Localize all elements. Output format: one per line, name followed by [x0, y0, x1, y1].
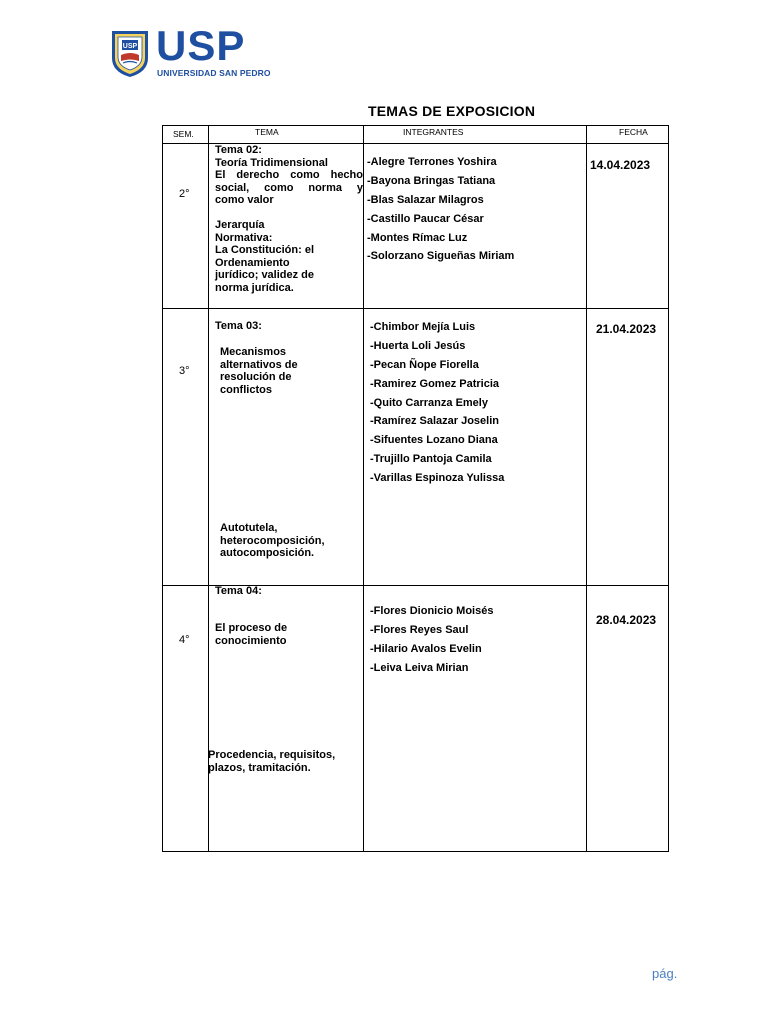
- member-item: -Blas Salazar Milagros: [367, 193, 484, 206]
- document-title: TEMAS DE EXPOSICION: [368, 103, 536, 119]
- topic-word: como: [290, 169, 320, 181]
- svg-text:USP: USP: [122, 43, 138, 50]
- subtopic-line: heterocomposición,: [220, 534, 325, 547]
- subtopic-line: La Constitución: el: [215, 244, 314, 256]
- topic-label: Tema 03:: [215, 320, 262, 332]
- member-item: -Bayona Bringas Tatiana: [367, 174, 496, 187]
- row-sem: 4°: [179, 634, 190, 646]
- university-seal-icon: [108, 28, 152, 78]
- table-border-right: [668, 125, 669, 852]
- subtopic-line: Autotutela,: [220, 522, 278, 534]
- member-item: -Flores Reyes Saul: [370, 623, 469, 636]
- subtopic-line: Jerarquía: [215, 219, 265, 231]
- page-number-label: pág.: [652, 966, 678, 981]
- subtopic-line: autocomposición.: [220, 547, 315, 559]
- row-topic: [215, 622, 287, 647]
- topic-line: resolución de: [220, 371, 292, 383]
- row-topic: [220, 346, 298, 396]
- table-divider-tema: [363, 125, 364, 852]
- member-item: -Pecan Ñope Fiorella: [370, 358, 479, 371]
- topic-word: norma: [308, 181, 342, 194]
- member-item: -Leiva Leiva Mirian: [370, 661, 469, 674]
- member-item: -Huerta Loli Jesús: [370, 339, 466, 352]
- member-item: -Ramirez Gomez Patricia: [370, 377, 499, 390]
- member-item: -Solorzano Sigueñas Miriam: [367, 250, 515, 263]
- row-date: 14.04.2023: [590, 158, 651, 172]
- topic-description-line: [215, 182, 363, 195]
- member-item: -Varillas Espinoza Yulissa: [370, 472, 505, 485]
- subtopic-line: Procedencia, requisitos,: [208, 749, 336, 761]
- member-item: -Alegre Terrones Yoshira: [367, 156, 497, 168]
- row-sem: 2°: [179, 188, 190, 200]
- member-list: [370, 318, 504, 488]
- topic-description-line: como valor: [215, 194, 274, 206]
- subtopic-line: norma jurídica.: [215, 281, 294, 294]
- member-item: -Castillo Paucar César: [367, 212, 484, 225]
- table-divider-integrantes: [586, 125, 587, 852]
- subtopic-line: Ordenamiento: [215, 256, 290, 269]
- topic-word: derecho: [236, 169, 280, 181]
- table-border-left: [162, 125, 163, 852]
- row-subtopic: [208, 749, 335, 774]
- topic-line: conocimiento: [215, 634, 287, 647]
- header-integrantes: INTEGRANTES: [403, 127, 464, 137]
- topic-title: Teoría Tridimensional: [215, 156, 328, 169]
- topic-word: hecho: [330, 169, 363, 181]
- topic-label: Tema 04:: [215, 585, 262, 597]
- logo-subtitle: UNIVERSIDAD SAN PEDRO: [157, 68, 271, 78]
- row-sem: 3°: [179, 365, 190, 377]
- topic-line: El proceso de: [215, 622, 288, 634]
- topic-line: conflictos: [220, 383, 272, 396]
- logo-wordmark: USP: [156, 22, 246, 69]
- topic-description-line: [215, 169, 363, 182]
- row-topic: [215, 144, 363, 207]
- member-item: -Flores Dionicio Moisés: [370, 605, 494, 617]
- table-border-bottom: [162, 851, 669, 852]
- subtopic-line: plazos, tramitación.: [208, 761, 311, 774]
- topic-word: y: [356, 181, 363, 194]
- member-item: -Quito Carranza Emely: [370, 396, 488, 409]
- header-sem: SEM.: [173, 129, 194, 139]
- header-fecha: FECHA: [619, 127, 648, 137]
- member-list: [370, 602, 493, 678]
- table-border-top: [162, 125, 669, 126]
- topic-word: El: [215, 169, 226, 181]
- table-divider-sem: [208, 125, 209, 852]
- member-item: -Montes Rímac Luz: [367, 231, 468, 244]
- university-logo: [108, 22, 288, 82]
- row-subtopic: [220, 522, 325, 560]
- member-item: -Trujillo Pantoja Camila: [370, 453, 492, 466]
- topic-label: Tema 02:: [215, 144, 262, 156]
- topic-word: como: [264, 181, 294, 194]
- member-item: -Hilario Avalos Evelin: [370, 642, 482, 655]
- member-item: -Sifuentes Lozano Diana: [370, 434, 498, 447]
- member-item: -Chimbor Mejía Luis: [370, 321, 476, 333]
- table-row-divider: [162, 308, 669, 309]
- topic-word: social,: [215, 181, 250, 194]
- topic-line: alternativos de: [220, 358, 298, 371]
- header-tema: TEMA: [255, 127, 279, 137]
- exposition-table: [162, 125, 669, 852]
- row-subtopic: [215, 219, 314, 294]
- member-item: -Ramírez Salazar Joselin: [370, 415, 500, 428]
- subtopic-line: jurídico; validez de: [215, 269, 315, 281]
- member-list: [367, 153, 514, 266]
- topic-line: Mecanismos: [220, 346, 287, 358]
- row-date: 21.04.2023: [596, 322, 657, 336]
- subtopic-line: Normativa:: [215, 231, 273, 244]
- row-date: 28.04.2023: [596, 613, 657, 627]
